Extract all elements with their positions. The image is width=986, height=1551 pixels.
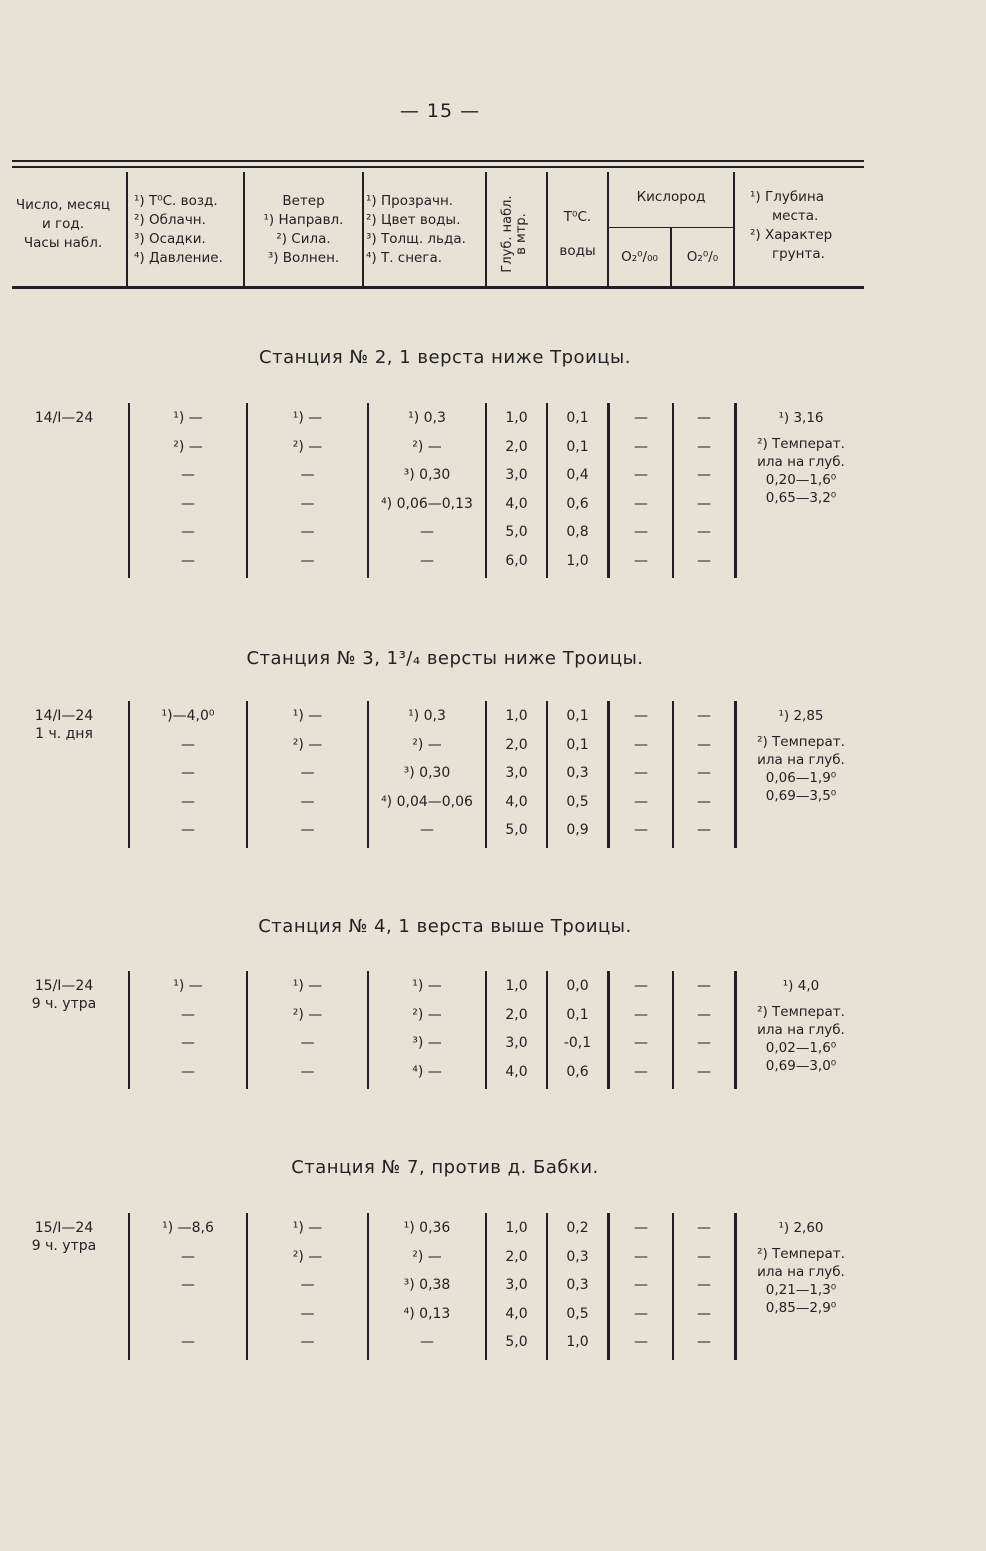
- wind-cell: ²) —: [292, 1248, 323, 1265]
- transparency-cell: ¹) —: [412, 978, 442, 994]
- oxygen-percent-cell: —: [697, 736, 711, 753]
- ground-info: [736, 977, 866, 1075]
- oxygen-permille-cell: —: [634, 495, 648, 512]
- wind-cell: —: [300, 765, 315, 781]
- air-cell: ¹)—4,0⁰: [161, 708, 215, 724]
- oxygen-permille-cell: —: [634, 552, 648, 569]
- header-bottom-rule: [12, 286, 864, 289]
- water-temp-cell: -0,1: [563, 1035, 592, 1051]
- oxygen-permille-cell: —: [634, 1063, 648, 1080]
- ground-line: ¹) 2,60: [778, 1220, 824, 1236]
- wind-cell: —: [300, 793, 315, 810]
- ground-info: [736, 1219, 866, 1317]
- transparency-cell: ³) 0,30: [403, 765, 451, 781]
- oxygen-percent-cell: —: [697, 822, 711, 838]
- depth-cell: 1,0: [505, 410, 528, 426]
- station-title: Станция № 7, против д. Бабки.: [291, 1157, 599, 1178]
- air-cell: —: [181, 1063, 195, 1080]
- water-temp-cell: 0,9: [566, 822, 589, 838]
- water-temp-cell: 0,6: [566, 495, 589, 512]
- air-cell: —: [181, 736, 195, 753]
- header-divider: [733, 172, 735, 286]
- air-cell: ¹) —: [173, 410, 203, 426]
- oxygen-permille-cell: —: [634, 1305, 648, 1322]
- date-line: 15/I—24: [34, 978, 94, 994]
- transparency-cell: ¹) 0,3: [408, 708, 446, 724]
- air-cell: —: [181, 1035, 195, 1051]
- station-date: [0, 1219, 128, 1255]
- oxygen-percent-cell: —: [697, 1035, 711, 1051]
- header-wind-col: Ветер ¹) Направл. ²) Сила. ³) Волнен.: [263, 193, 344, 266]
- oxygen-permille-cell: —: [634, 978, 648, 994]
- transparency-cell: ²) —: [412, 736, 442, 753]
- air-cell: —: [181, 495, 195, 512]
- wind-cell: —: [300, 1334, 315, 1350]
- header-divider: [362, 172, 364, 286]
- wind-cell: ²) —: [292, 736, 323, 753]
- depth-cell: 4,0: [505, 1305, 528, 1322]
- water-temp-cell: 0,5: [566, 1305, 589, 1322]
- oxygen-percent-cell: —: [697, 1006, 711, 1023]
- ground-line: ¹) 2,85: [778, 708, 824, 724]
- depth-cell: 2,0: [505, 438, 528, 455]
- header-top-rule: [12, 160, 864, 162]
- transparency-cell: —: [420, 524, 434, 540]
- wind-cell: ¹) —: [292, 708, 323, 724]
- ground-line: ила на глуб.: [757, 1264, 845, 1280]
- depth-cell: 4,0: [505, 495, 528, 512]
- transparency-cell: ⁴) 0,13: [403, 1305, 451, 1322]
- ground-line: ²) Температ.: [757, 1246, 845, 1262]
- header-depth-col: Глуб. набл. в мтр.: [500, 195, 529, 273]
- header-date-col: Число, месяц и год. Часы набл.: [15, 197, 111, 251]
- ground-line: ²) Температ.: [757, 734, 845, 750]
- header-divider: [126, 172, 128, 286]
- air-cell: —: [181, 822, 195, 838]
- oxygen-permille-cell: —: [634, 822, 648, 838]
- depth-cell: 5,0: [505, 822, 528, 838]
- air-cell: ²) —: [173, 438, 203, 455]
- oxygen-percent-cell: —: [697, 765, 711, 781]
- ground-info: [736, 707, 866, 805]
- water-temp-cell: 0,1: [566, 438, 589, 455]
- wind-cell: —: [300, 1035, 315, 1051]
- oxygen-permille-cell: —: [634, 1220, 648, 1236]
- wind-cell: —: [300, 1305, 315, 1322]
- oxygen-permille-cell: —: [634, 708, 648, 724]
- depth-cell: 2,0: [505, 1006, 528, 1023]
- oxygen-percent-cell: —: [697, 793, 711, 810]
- date-line: 1 ч. дня: [35, 726, 93, 742]
- oxygen-permille-cell: —: [634, 410, 648, 426]
- air-cell: ¹) —8,6: [162, 1220, 214, 1236]
- water-temp-cell: 1,0: [566, 1334, 589, 1350]
- depth-cell: 2,0: [505, 736, 528, 753]
- page-number: — 15 —: [399, 100, 481, 122]
- transparency-cell: ³) 0,38: [403, 1277, 451, 1293]
- ground-line: 0,85—2,9⁰: [765, 1300, 837, 1316]
- water-temp-cell: 0,6: [566, 1063, 589, 1080]
- station-title: Станция № 4, 1 верста выше Троицы.: [258, 916, 632, 937]
- oxygen-permille-cell: —: [634, 736, 648, 753]
- ground-line: ила на глуб.: [757, 752, 845, 768]
- depth-cell: 4,0: [505, 1063, 528, 1080]
- ground-line: 0,20—1,6⁰: [765, 472, 837, 488]
- wind-cell: —: [300, 524, 315, 540]
- oxygen-percent-cell: —: [697, 438, 711, 455]
- water-temp-cell: 0,0: [566, 978, 589, 994]
- ground-line: 0,69—3,5⁰: [765, 788, 837, 804]
- station-date: [0, 409, 128, 427]
- ground-line: 0,06—1,9⁰: [765, 770, 837, 786]
- date-line: 9 ч. утра: [31, 996, 97, 1012]
- oxygen-permille-cell: —: [634, 467, 648, 483]
- transparency-cell: ²) —: [412, 1248, 442, 1265]
- depth-cell: 3,0: [505, 1035, 528, 1051]
- air-cell: —: [181, 1006, 195, 1023]
- oxygen-percent-cell: —: [697, 1063, 711, 1080]
- water-temp-cell: 0,2: [566, 1220, 589, 1236]
- ground-line: 0,02—1,6⁰: [765, 1040, 837, 1056]
- depth-cell: 5,0: [505, 1334, 528, 1350]
- station-title: Станция № 2, 1 верста ниже Троицы.: [259, 347, 631, 368]
- water-temp-cell: 0,1: [566, 410, 589, 426]
- oxygen-permille-cell: —: [634, 1035, 648, 1051]
- depth-cell: 1,0: [505, 708, 528, 724]
- water-temp-cell: 0,3: [566, 1277, 589, 1293]
- air-cell: —: [181, 467, 195, 483]
- oxygen-percent-cell: —: [697, 467, 711, 483]
- transparency-cell: ¹) 0,36: [403, 1220, 451, 1236]
- header-oxygen-col: Кислород: [636, 189, 706, 205]
- oxygen-percent-cell: —: [697, 1248, 711, 1265]
- header-transparency-col: ¹) Прозрачн. ²) Цвет воды. ³) Толщ. льда. ⁴) Т. снега.: [366, 193, 466, 266]
- water-temp-cell: 0,4: [566, 467, 589, 483]
- wind-cell: ²) —: [292, 438, 323, 455]
- oxygen-permille-cell: —: [634, 793, 648, 810]
- water-temp-cell: 0,1: [566, 1006, 589, 1023]
- depth-cell: 1,0: [505, 1220, 528, 1236]
- air-cell: —: [181, 524, 195, 540]
- transparency-cell: ³) —: [412, 1035, 442, 1051]
- water-temp-cell: 0,3: [566, 765, 589, 781]
- depth-cell: 6,0: [505, 552, 528, 569]
- water-temp-cell: 0,8: [566, 524, 589, 540]
- ground-line: ила на глуб.: [757, 1022, 845, 1038]
- depth-cell: 3,0: [505, 467, 528, 483]
- ground-line: 0,21—1,3⁰: [765, 1282, 837, 1298]
- depth-cell: 3,0: [505, 765, 528, 781]
- header-oxygen-permille: O₂⁰/₀₀: [621, 249, 658, 265]
- header-air-col: ¹) T⁰C. возд. ²) Облачн. ³) Осадки. ⁴) Давление.: [134, 193, 223, 266]
- oxygen-percent-cell: —: [697, 1305, 711, 1322]
- wind-cell: —: [300, 467, 315, 483]
- air-cell: —: [181, 793, 195, 810]
- oxygen-percent-cell: —: [697, 524, 711, 540]
- ground-line: ²) Температ.: [757, 1004, 845, 1020]
- ground-info: [736, 409, 866, 507]
- ground-line: ²) Температ.: [757, 436, 845, 452]
- header-water-temp-col: T⁰C. воды: [559, 209, 596, 259]
- oxygen-percent-cell: —: [697, 978, 711, 994]
- oxygen-permille-cell: —: [634, 438, 648, 455]
- header-oxygen-percent: O₂⁰/₀: [686, 249, 719, 265]
- wind-cell: —: [300, 1063, 315, 1080]
- water-temp-cell: 0,3: [566, 1248, 589, 1265]
- oxygen-percent-cell: —: [697, 410, 711, 426]
- oxygen-permille-cell: —: [634, 1248, 648, 1265]
- transparency-cell: ⁴) —: [412, 1063, 442, 1080]
- oxygen-percent-cell: —: [697, 495, 711, 512]
- station-date: [0, 977, 128, 1013]
- header-ground-col: ¹) Глубина места. ²) Характер грунта.: [750, 189, 833, 262]
- depth-cell: 2,0: [505, 1248, 528, 1265]
- transparency-cell: —: [420, 822, 434, 838]
- oxygen-percent-cell: —: [697, 708, 711, 724]
- wind-cell: —: [300, 495, 315, 512]
- date-line: 15/I—24: [34, 1220, 94, 1236]
- depth-cell: 1,0: [505, 978, 528, 994]
- air-cell: —: [181, 552, 195, 569]
- depth-cell: 4,0: [505, 793, 528, 810]
- transparency-cell: ¹) 0,3: [408, 410, 446, 426]
- oxygen-percent-cell: —: [697, 1277, 711, 1293]
- water-temp-cell: 1,0: [566, 552, 589, 569]
- wind-cell: —: [300, 552, 315, 569]
- ground-line: ¹) 4,0: [782, 978, 820, 994]
- ground-line: 0,65—3,2⁰: [765, 490, 837, 506]
- water-temp-cell: 0,5: [566, 793, 589, 810]
- date-line: 9 ч. утра: [31, 1238, 97, 1254]
- wind-cell: ¹) —: [292, 978, 323, 994]
- ground-line: 0,69—3,0⁰: [765, 1058, 837, 1074]
- transparency-cell: —: [420, 552, 434, 569]
- air-cell: —: [181, 1334, 195, 1350]
- ground-line: ила на глуб.: [757, 454, 845, 470]
- water-temp-cell: 0,1: [566, 736, 589, 753]
- depth-cell: 3,0: [505, 1277, 528, 1293]
- oxygen-permille-cell: —: [634, 1006, 648, 1023]
- wind-cell: ¹) —: [292, 410, 323, 426]
- oxygen-permille-cell: —: [634, 765, 648, 781]
- ground-line: ¹) 3,16: [778, 410, 824, 426]
- header-oxygen-rule: [607, 227, 733, 228]
- station-title: Станция № 3, 1³/₄ версты ниже Троицы.: [246, 648, 644, 669]
- depth-cell: 5,0: [505, 524, 528, 540]
- station-date: [0, 707, 128, 743]
- oxygen-percent-cell: —: [697, 1220, 711, 1236]
- transparency-cell: ⁴) 0,06—0,13: [381, 495, 473, 512]
- transparency-cell: ⁴) 0,04—0,06: [381, 793, 473, 810]
- transparency-cell: —: [420, 1334, 434, 1350]
- wind-cell: —: [300, 822, 315, 838]
- wind-cell: ²) —: [292, 1006, 323, 1023]
- date-line: 14/I—24: [34, 708, 94, 724]
- header-top-rule-2: [12, 166, 864, 168]
- transparency-cell: ²) —: [412, 1006, 442, 1023]
- oxygen-permille-cell: —: [634, 524, 648, 540]
- oxygen-permille-cell: —: [634, 1277, 648, 1293]
- oxygen-percent-cell: —: [697, 552, 711, 569]
- air-cell: —: [181, 1277, 195, 1293]
- oxygen-permille-cell: —: [634, 1334, 648, 1350]
- wind-cell: —: [300, 1277, 315, 1293]
- date-line: 14/I—24: [34, 410, 94, 426]
- air-cell: —: [181, 765, 195, 781]
- wind-cell: ¹) —: [292, 1220, 323, 1236]
- transparency-cell: ²) —: [412, 438, 442, 455]
- transparency-cell: ³) 0,30: [403, 467, 451, 483]
- water-temp-cell: 0,1: [566, 708, 589, 724]
- air-cell: ¹) —: [173, 978, 203, 994]
- air-cell: —: [181, 1248, 195, 1265]
- oxygen-percent-cell: —: [697, 1334, 711, 1350]
